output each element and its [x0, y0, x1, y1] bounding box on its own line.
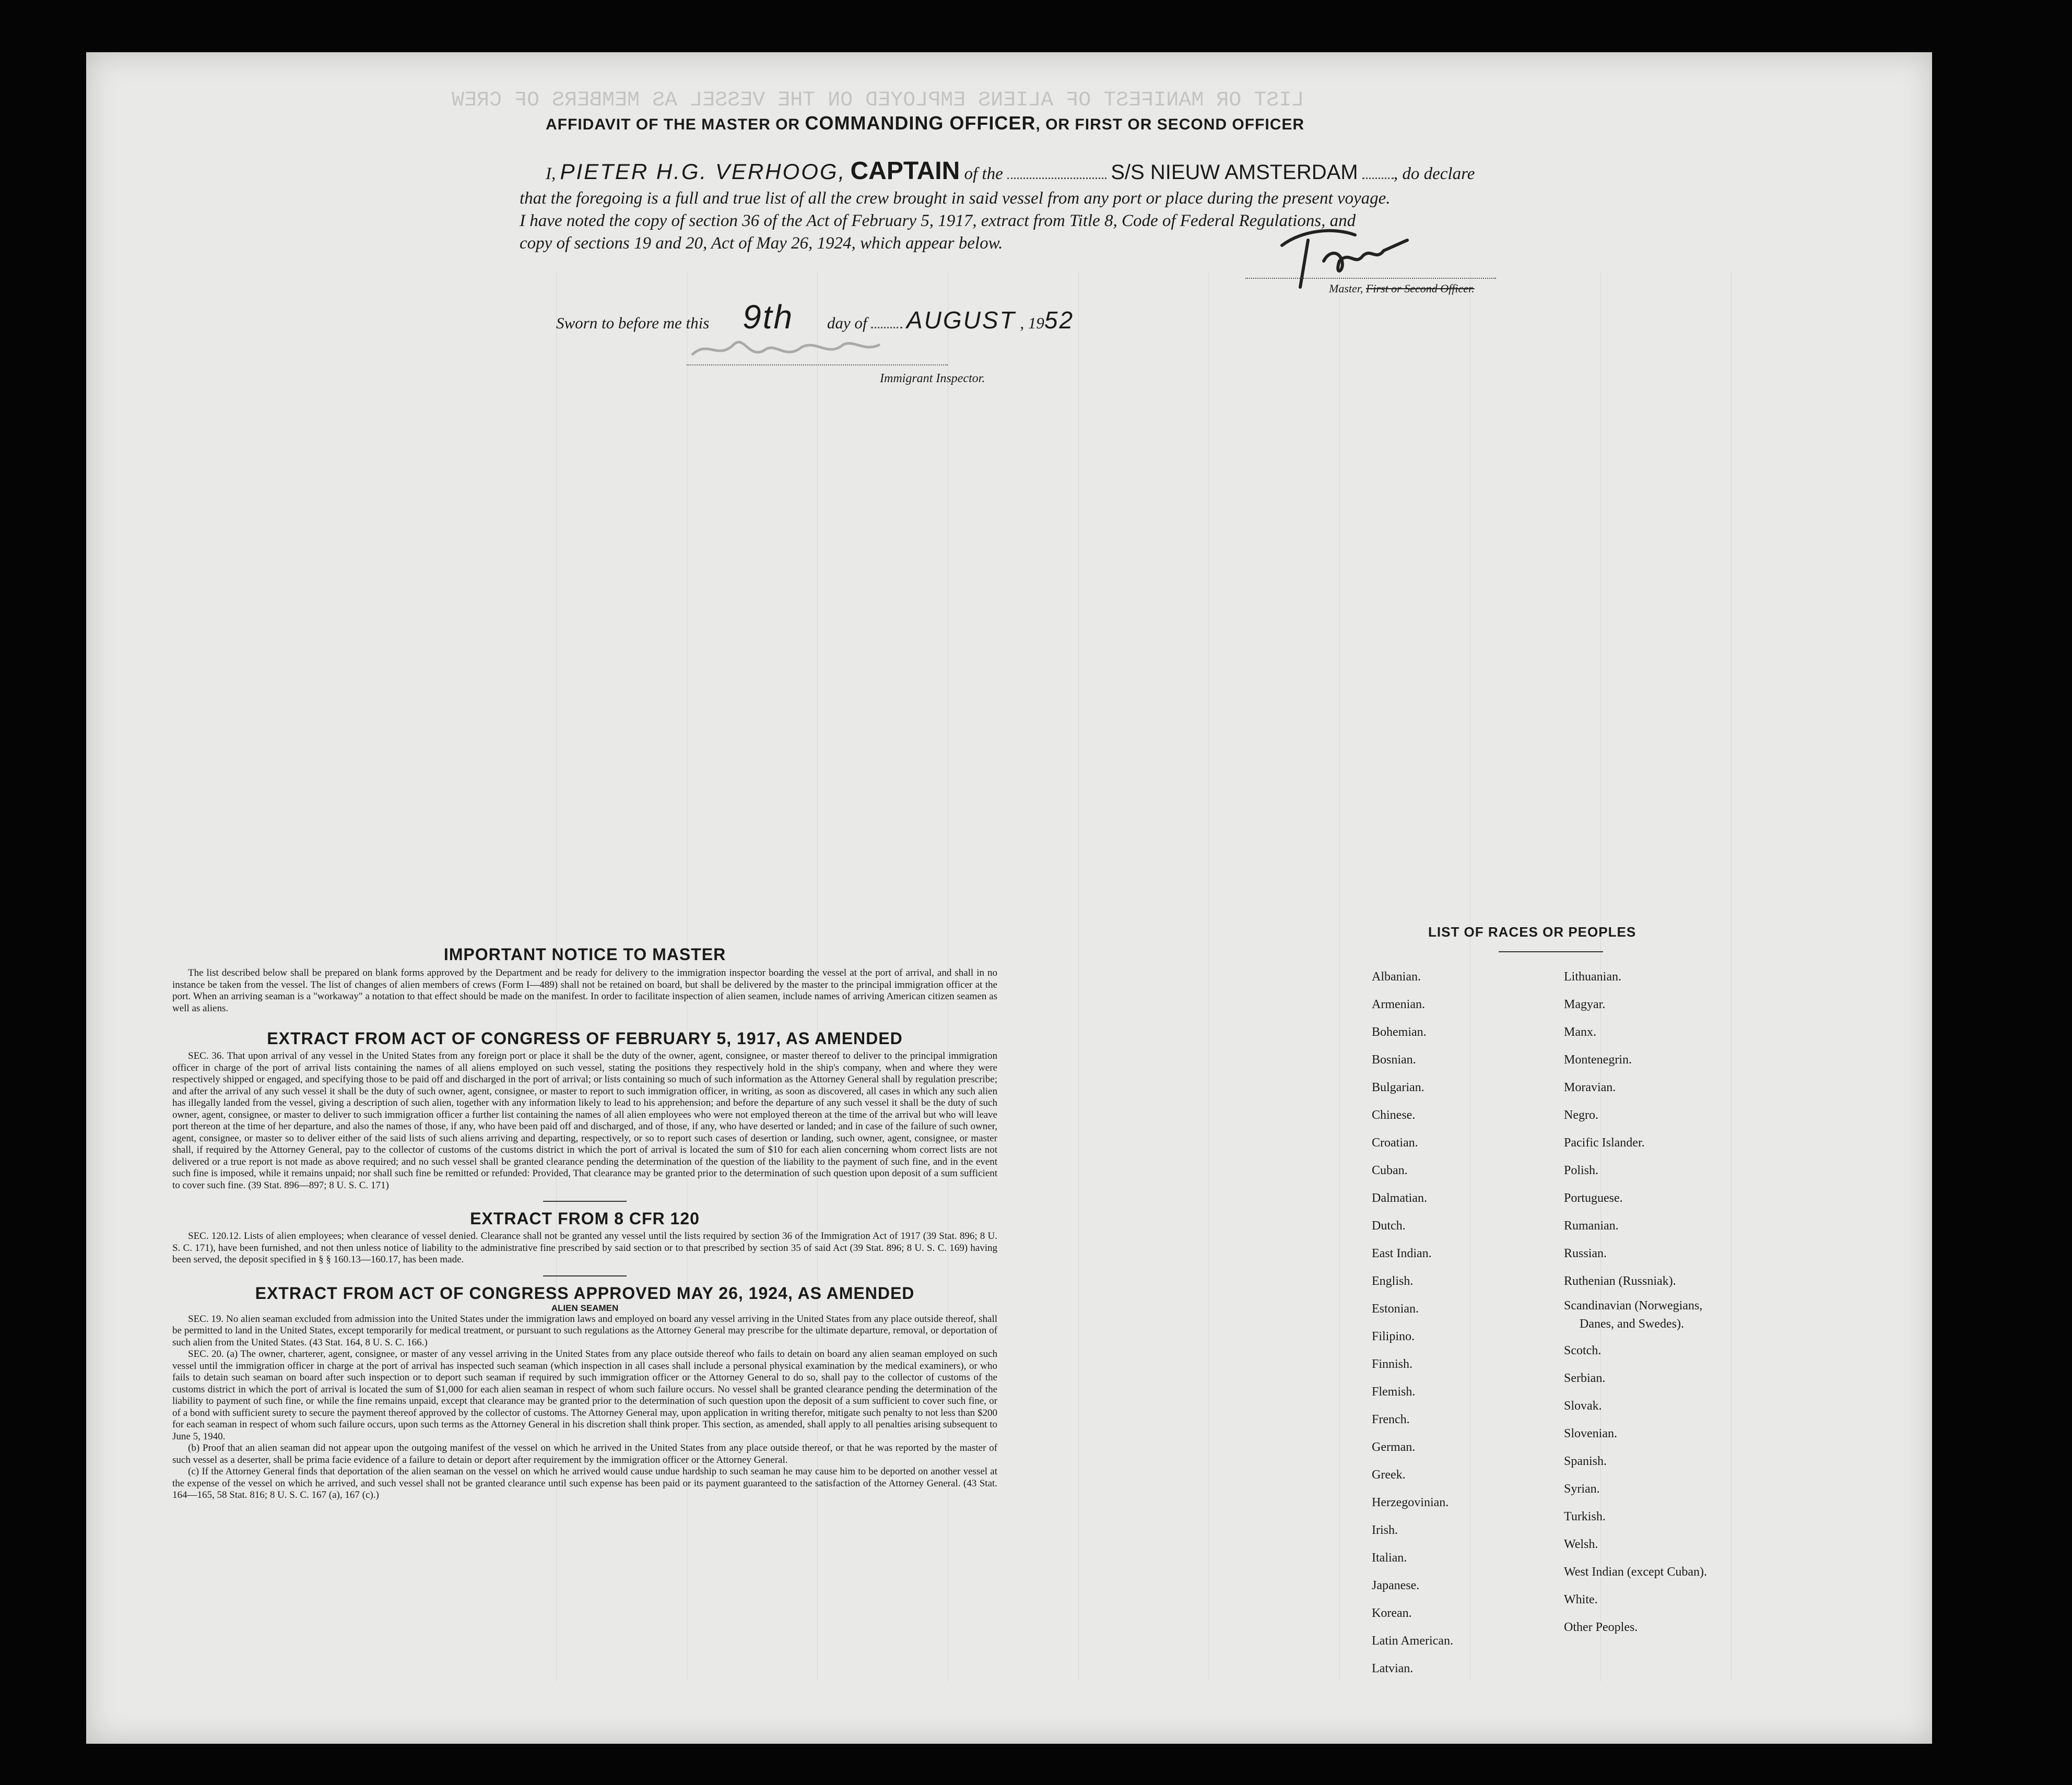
races-heading: LIST OF RACES OR PEOPLES — [1428, 924, 1637, 940]
race-item: Latvian. — [1372, 1662, 1414, 1675]
race-item: Montenegrin. — [1564, 1053, 1632, 1067]
race-item: East Indian. — [1372, 1247, 1432, 1260]
race-item: Turkish. — [1564, 1510, 1606, 1523]
race-item: Pacific Islander. — [1564, 1136, 1645, 1150]
declaration-line-3: I have noted the copy of section 36 of the Act of February 5, 1917, extract from Title 8, Code of Federal Regulations, and — [520, 211, 1356, 230]
inspector-caption: Immigrant Inspector. — [880, 372, 985, 385]
extract3-subheading: ALIEN SEAMEN — [551, 1303, 619, 1313]
extract3-heading: EXTRACT FROM ACT OF CONGRESS APPROVED MAY 26, 1924, AS AMENDED — [255, 1283, 915, 1303]
race-item: Syrian. — [1564, 1482, 1600, 1496]
film-edge — [1932, 0, 2072, 1785]
race-item: Scandinavian (Norwegians, — [1564, 1299, 1703, 1313]
race-item: Other Peoples. — [1564, 1621, 1638, 1634]
race-item: Bulgarian. — [1372, 1081, 1424, 1094]
document-sheet — [86, 52, 1935, 1744]
race-item: Korean. — [1372, 1606, 1412, 1620]
sworn-year: 52 — [1044, 306, 1075, 334]
race-item: German. — [1372, 1440, 1416, 1454]
race-item: Cuban. — [1372, 1164, 1408, 1177]
race-item: English. — [1372, 1274, 1414, 1288]
extract2-heading: EXTRACT FROM 8 CFR 120 — [470, 1209, 700, 1228]
declaration-line-1: I, PIETER H.G. VERHOOG, CAPTAIN of the S/S NIEUW AMSTERDAM , do declare — [546, 157, 1475, 185]
race-item: Russian. — [1564, 1247, 1607, 1260]
race-item: Spanish. — [1564, 1455, 1607, 1468]
race-item: West Indian (except Cuban). — [1564, 1565, 1707, 1579]
race-item: Slovenian. — [1564, 1427, 1617, 1440]
race-item: Danes, and Swedes). — [1580, 1317, 1684, 1331]
race-item: Lithuanian. — [1564, 970, 1621, 984]
race-item: Polish. — [1564, 1164, 1599, 1177]
race-item: Greek. — [1372, 1468, 1406, 1482]
race-item: Finnish. — [1372, 1357, 1413, 1371]
extract2-body: SEC. 120.12. Lists of alien employees; when clearance of vessel denied. Clearance shall not be granted any vessel until the lists required by section 36 of the Immigration Act of 1917 (39 Stat. 896; 8 U. S. C. 171), have been furnished, and not then unless notice of liability to the administrative fine prescribed by said section or to that prescribed by section 35 of said Act (39 Stat. 896; 8 U. S. C. 169) having been served, the deposit specified in § § 160.13—160.17, has been made. — [172, 1231, 997, 1265]
race-item: Bosnian. — [1372, 1053, 1416, 1067]
race-item: Filipino. — [1372, 1330, 1415, 1343]
races-column-2 — [1564, 963, 1707, 1641]
race-item: Rumanian. — [1564, 1219, 1619, 1233]
extract1-heading: EXTRACT FROM ACT OF CONGRESS OF FEBRUARY 5, 1917, AS AMENDED — [267, 1029, 903, 1048]
notice-section — [172, 945, 997, 1502]
sworn-line: Sworn to before me this 9th day of AUGUST , 1952 — [556, 298, 1075, 336]
race-item: French. — [1372, 1413, 1410, 1426]
race-item: Moravian. — [1564, 1081, 1616, 1094]
race-item: Slovak. — [1564, 1399, 1602, 1413]
race-item: Portuguese. — [1564, 1191, 1623, 1205]
captain-rank: CAPTAIN — [850, 157, 960, 185]
master-signature — [1272, 219, 1428, 292]
race-item: Albanian. — [1372, 970, 1421, 984]
race-item: Chinese. — [1372, 1108, 1416, 1122]
race-item: Welsh. — [1564, 1538, 1598, 1551]
race-item: Scotch. — [1564, 1344, 1602, 1357]
race-item: Herzegovinian. — [1372, 1496, 1449, 1509]
extract3-sec20b: (b) Proof that an alien seaman did not appear upon the outgoing manifest of the vessel on which he arrived in the United States from any place outside thereof, or that he was reported by the master of such vessel as a deserter, shall be prima facie evidence of a failure to detain or deport after requirement by the immigration officer or the Attorney General. — [172, 1443, 997, 1465]
race-item: Ruthenian (Russniak). — [1564, 1274, 1676, 1288]
race-item: Bohemian. — [1372, 1025, 1427, 1039]
race-item: Estonian. — [1372, 1302, 1419, 1316]
notice-heading: IMPORTANT NOTICE TO MASTER — [443, 945, 726, 964]
race-item: Negro. — [1564, 1108, 1598, 1122]
sworn-month: AUGUST — [906, 306, 1016, 334]
notice-body: The list described below shall be prepared on blank forms approved by the Department and be ready for delivery to the immigration inspector boarding the vessel at the port of arrival, and shall in no instance be taken from the vessel. The list of changes of alien members of crews (Form I—489) shall not be retained on board, but shall be delivered by the master to the principal immigration officer at the port. When an arriving seaman is a "workaway" a notation to that effect should be made on the manifest. In order to facilitate inspection of alien seamen, include names of arriving American citizen seamen as well as aliens. — [172, 967, 997, 1014]
race-item: Italian. — [1372, 1551, 1407, 1565]
race-item: White. — [1564, 1593, 1598, 1606]
race-item: Magyar. — [1564, 998, 1606, 1011]
race-item: Croatian. — [1372, 1136, 1418, 1150]
race-item: Japanese. — [1372, 1579, 1420, 1592]
race-item: Flemish. — [1372, 1385, 1416, 1399]
sworn-day: 9th — [743, 298, 794, 336]
race-item: Serbian. — [1564, 1372, 1606, 1385]
race-item: Dutch. — [1372, 1219, 1406, 1233]
declaration-line-2: that the foregoing is a full and true list of all the crew brought in said vessel from any port or place during the present voyage. — [520, 189, 1391, 208]
affidavit-title: AFFIDAVIT OF THE MASTER OR COMMANDING OFFICER, OR FIRST OR SECOND OFFICER — [546, 112, 1305, 134]
race-item: Latin American. — [1372, 1634, 1453, 1648]
vessel-name: S/S NIEUW AMSTERDAM — [1111, 161, 1358, 184]
extract3-sec20a: SEC. 20. (a) The owner, charterer, agent, consignee, or master of any vessel arriving in the United States from any place outside thereof who fails to detain on board any alien seaman employed on such vessel until the immigration officer in charge at the port of arrival has inspected such seaman (which inspection in all cases shall include a personal physical examination by the medical examiners), or who fails to detain such seaman on board after such inspection or to deport such seaman if required by such immigration officer or the Attorney General to do so, shall pay to the collector of customs of the customs district in which the port of arrival is located the sum of $1,000 for each alien seaman in respect of whom such failure occurs. No vessel shall be granted clearance pending the determination of the liability to payment of such fine, or while the fine remains unpaid, except that clearance may be granted prior to the determination of such question upon the deposit of a sum sufficient to cover such fine, or of a bond with sufficient surety to secure the payment thereof approved by the collector of customs. The Attorney General may, upon application in writing therefor, mitigate such penalty to not less than $200 for each seaman in respect of whom such failure occurs, upon such terms as the Attorney General in his discretion shall think proper. This section, as amended, shall apply to all penalties arising subsequent to June 5, 1940. — [172, 1349, 997, 1442]
extract3-sec19: SEC. 19. No alien seaman excluded from admission into the United States under the immigration laws and employed on board any vessel arriving in the United States from any place outside thereof, shall be permitted to land in the United States, except temporarily for medical treatment, or pursuant to such regulations as the Attorney General may prescribe for the ultimate departure, removal, or deportation of such alien from the United States. (43 Stat. 164, 8 U. S. C. 166.) — [172, 1313, 997, 1348]
master-caption: Master, First or Second Officer. — [1329, 282, 1475, 295]
race-item: Manx. — [1564, 1025, 1596, 1039]
races-column-1 — [1372, 963, 1453, 1683]
bleed-through: LIST OR MANIFEST OF ALIENS EMPLOYED ON THE VESSEL AS MEMBERS OF CREW — [452, 89, 1304, 112]
race-item: Dalmatian. — [1372, 1191, 1427, 1205]
extract1-body: SEC. 36. That upon arrival of any vessel in the United States from any foreign port or place it shall be the duty of the owner, agent, consignee, or master thereof to deliver to the principal immigration officer in charge of the port of arrival lists containing the names of all aliens employed on such vessel, stating the positions they respectively hold in the ship's company, when and where they were respectively shipped or engaged, and specifying those to be paid off and discharged in the port of arrival; or lists containing so much of such information as the Attorney General shall by regulation prescribe; and after the arrival of any such vessel it shall be the duty of such owner, agent, consignee, or master to report to such immigration officer, in writing, as soon as discovered, all cases in which any such alien has illegally landed from the vessel, giving a description of such alien, together with any information likely to lead to his apprehension; and before the departure of any such vessel it shall be the duty of such owner, agent, consignee, or master to deliver to such immigration officer a further list containing the names of all alien employees who were not employed thereon at the time of the arrival but who will leave port thereon at the time of her departure, and also the names of those, if any, who have been paid off and discharged, and of those, if any, who have deserted or landed; and in case of the failure of such owner, agent, consignee, or master so to deliver either of the said lists of such aliens arriving and departing, respectively, or so to report such cases of desertion or landing, such owner, agent, consignee, or master shall, if required by the Attorney General, pay to the collector of customs of the customs district in which the port of arrival is located the sum of $10 for each alien concerning whom correct lists are not delivered or a true report is not made as above required; and no such vessel shall be granted clearance pending the determination of the question of the liability to the payment of such fine, and in the event such fine is imposed, while it remains unpaid; nor shall such fine be remitted or refunded: Provided, That clearance may be granted prior to the determination of such question upon deposit of a sum sufficient to cover such fine. (39 Stat. 896—897; 8 U. S. C. 171) — [172, 1050, 997, 1191]
race-item: Armenian. — [1372, 998, 1425, 1011]
declaration-line-4: copy of sections 19 and 20, Act of May 26, 1924, which appear below. — [520, 234, 1003, 253]
extract3-sec20c: (c) If the Attorney General finds that deportation of the alien seaman on the vessel on which he arrived would cause undue hardship to such seaman he may cause him to be deported on another vessel at the expense of the vessel on which he arrived, and such vessel shall not be granted clearance until such expense has been paid or its payment guaranteed to the satisfaction of the Attorney General. (43 Stat. 164—165, 58 Stat. 816; 8 U. S. C. 167 (a), 167 (c).) — [172, 1466, 997, 1500]
master-name: PIETER H.G. VERHOOG, — [560, 159, 846, 184]
race-item: Irish. — [1372, 1523, 1398, 1537]
